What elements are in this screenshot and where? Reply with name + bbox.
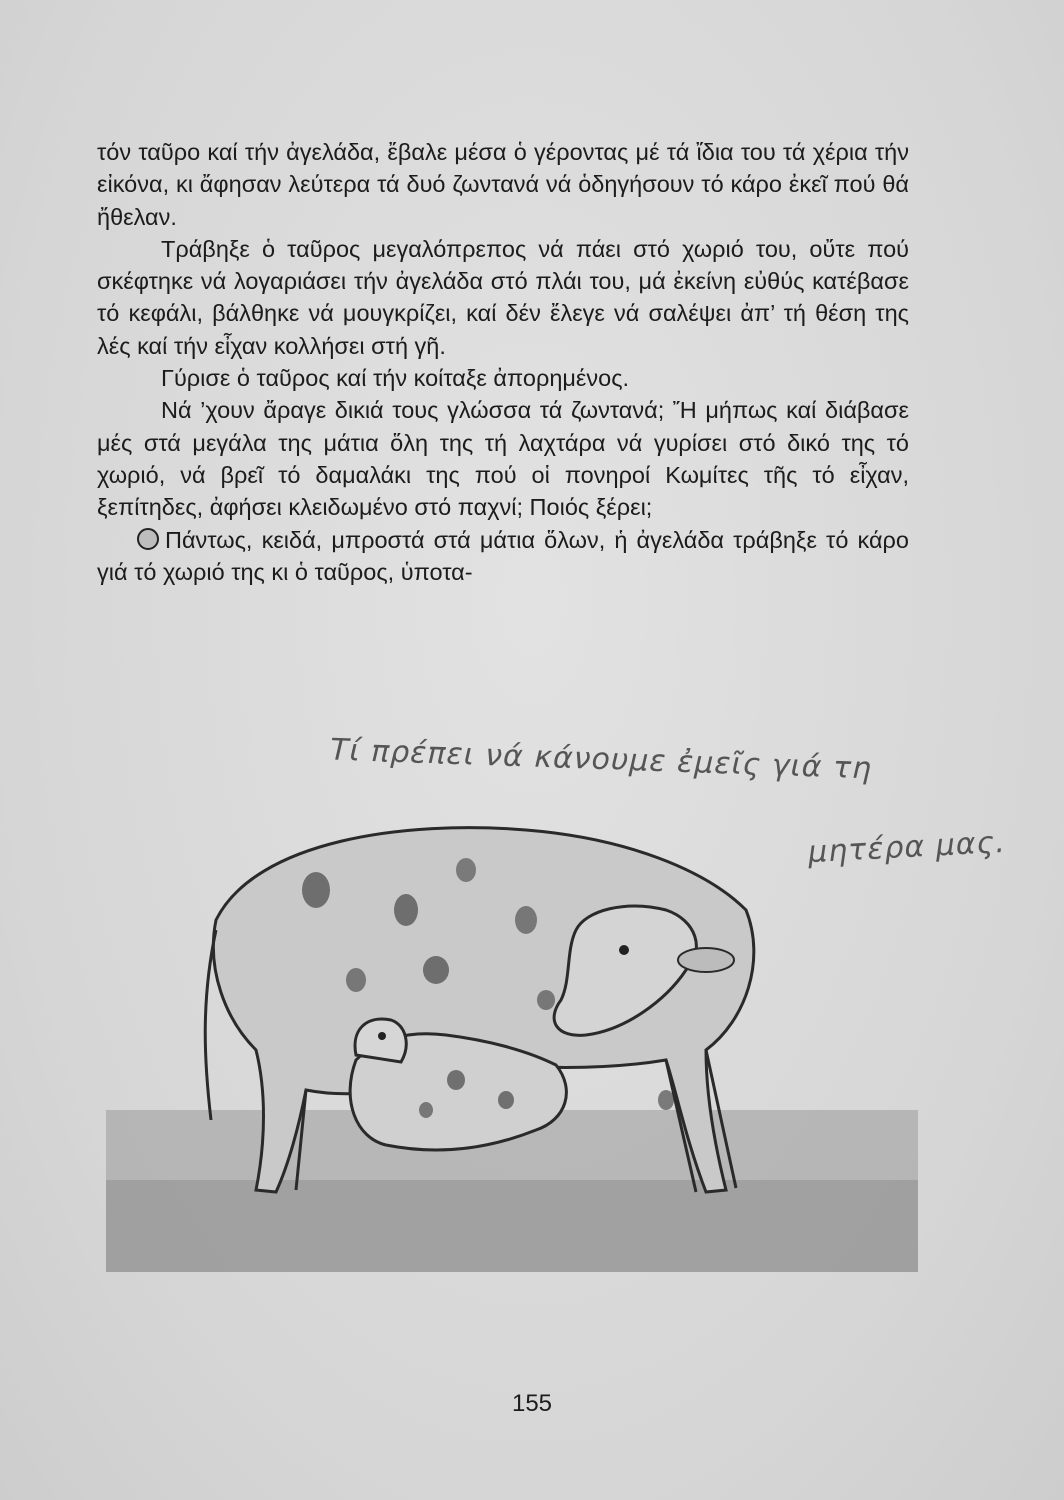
paragraph-4: Νά ’χουν ἄραγε δικιά τους γλώσσα τά ζωντανά; Ἤ μήπως καί διάβασε μές στά μεγάλα της μάτια ὅλη της τή λαχτάρα νά γυρίσει στό δικό της τό χωριό, νά βρεῖ τό δαμαλάκι της πού οἱ πονηροί Κωμίτες τῆς τό εἶχαν, ξεπίτηδες, ἀφήσει κλειδωμένο στό παχνί; Ποιός ξέρει; xyxy=(97,397,909,521)
paragraph-3: Γύρισε ὁ ταῦρος καί τήν κοίταξε ἀπορημένος. xyxy=(161,365,630,392)
paragraph-5 xyxy=(97,524,909,589)
body-text xyxy=(97,136,909,588)
paragraph-2: Τράβηξε ὁ ταῦρος μεγαλόπρεπος νά πάει στό χωριό του, οὔτε πού σκέφτηκε νά λογαριάσει τήν ἀγελάδα στό πλάι του, μά ἐκείνη εὐθύς κατέβασε τό κεφάλι, βάλθηκε νά μουγκρίζει, καί δέν ἔλεγε νά σαλέψει ἀπ’ τή θέση της λές καί τήν εἶχαν κολλήσει στή γῆ. xyxy=(97,235,909,359)
handwritten-note-line-2: μητέρα μας. xyxy=(807,824,1007,871)
paragraph-5-text: Πάντως, κειδά, μπροστά στά μάτια ὅλων, ἡ ἀγελάδα τράβηξε τό κάρο γιά τό χωριό της κι ὁ ταῦρος, ὑποτα- xyxy=(97,526,909,585)
page-number: 155 xyxy=(511,1390,553,1417)
circle-marker-icon xyxy=(137,528,159,550)
cow-and-calf-illustration xyxy=(106,800,918,1272)
handwritten-note-line-1: Τί πρέπει νά κάνουμε ἐμεῖς γιά τη xyxy=(329,732,873,787)
paragraph-1: τόν ταῦρο καί τήν ἀγελάδα, ἔβαλε μέσα ὁ γέροντας μέ τά ἴδια του τά χέρια τήν εἰκόνα, κι ἄφησαν λεύτερα τά δυό ζωντανά νά ὁδηγήσουν τό κάρο ἐκεῖ πού θά ἤθελαν. xyxy=(97,139,909,230)
